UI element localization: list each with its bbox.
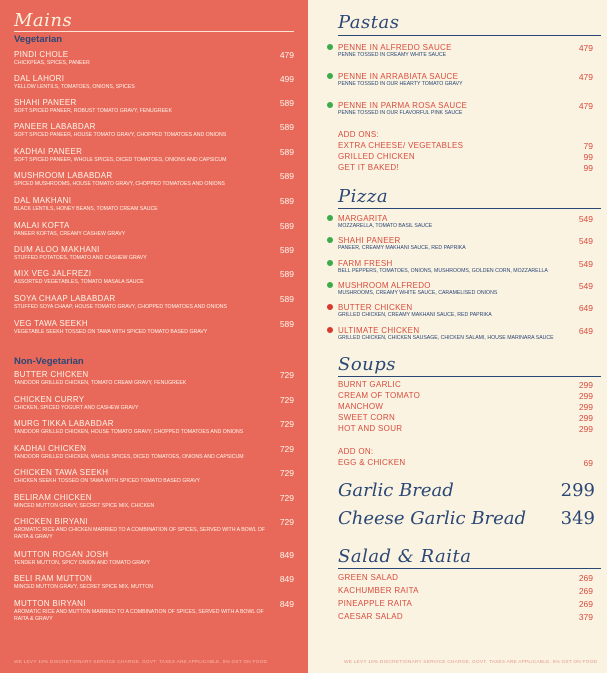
item-name: BELIRAM CHICKEN — [14, 493, 92, 502]
item-price: 729 — [279, 395, 294, 405]
item-price: 99 — [583, 152, 593, 162]
item-price: 589 — [279, 147, 294, 157]
item-price: 849 — [279, 550, 294, 560]
item-name: MUTTON BIRYANI — [14, 599, 86, 608]
item-desc: TANDOOR GRILLED CHICKEN, WHOLE SPICES, DICED TOMATOES, ONIONS AND CAPSICUM — [14, 454, 244, 460]
addon-item — [338, 152, 599, 163]
item-price: 729 — [279, 493, 294, 503]
item-price: 299 — [578, 413, 593, 423]
menu-item — [338, 43, 599, 65]
item-name: PINDI CHOLE — [14, 50, 69, 59]
item-name: SHAHI PANEER — [14, 98, 77, 107]
item-name: PINEAPPLE RAITA — [338, 599, 413, 608]
item-desc: BELL PEPPERS, TOMATOES, ONIONS, MUSHROOMS, GOLDEN CORN, MOZZARELLA — [338, 268, 548, 274]
item-name: MUSHROOM LABABDAR — [14, 171, 113, 180]
salad-title: Salad & Raita — [338, 546, 472, 567]
veg-indicator-icon — [327, 237, 333, 243]
item-price: 299 — [560, 480, 595, 501]
menu-item — [14, 517, 294, 547]
item-price: 849 — [279, 599, 294, 609]
item-price: 589 — [279, 196, 294, 206]
mains-title: Mains — [14, 10, 73, 31]
item-desc: CHICKEN, SPICED YOGURT AND CASHEW GRAVY — [14, 405, 139, 411]
item-name: ULTIMATE CHICKEN — [338, 326, 420, 335]
item-name: CHICKEN TAWA SEEKH — [14, 468, 109, 477]
salad-item — [338, 612, 599, 623]
item-name: EGG & CHICKEN — [338, 458, 406, 467]
item-name: HOT AND SOUR — [338, 424, 403, 433]
item-price: 379 — [578, 612, 593, 622]
item-price: 589 — [279, 171, 294, 181]
addon-item — [338, 163, 599, 174]
menu-item — [338, 326, 599, 348]
item-name: MUSHROOM ALFREDO — [338, 281, 431, 290]
veg-indicator-icon — [327, 44, 333, 50]
item-desc: SOFT SPICED PANEER, ROBUST TOMATO GRAVY, FENUGREEK — [14, 108, 172, 114]
service-charge-note: WE LEVY 10% DISCRETIONARY SERVICE CHARGE. GOVT. TAXES ARE APPLICABLE. 5% GST ON FOOD — [14, 660, 268, 665]
item-desc: PENNE TOSSED IN OUR FLAVORFUL PINK SAUCE — [338, 110, 463, 116]
item-name: BELI RAM MUTTON — [14, 574, 93, 583]
menu-item — [14, 294, 294, 318]
item-name: CHICKEN BIRYANI — [14, 517, 88, 526]
menu-item — [14, 122, 294, 146]
menu-item — [338, 236, 599, 258]
item-desc: PANEER, CREAMY MAKHANI SAUCE, RED PAPRIKA — [338, 245, 466, 251]
menu-item — [338, 281, 599, 303]
item-name: SHAHI PANEER — [338, 236, 401, 245]
item-name: GRILLED CHICKEN — [338, 152, 415, 161]
menu-item — [338, 214, 599, 236]
item-name: CAESAR SALAD — [338, 612, 403, 621]
item-name: SWEET CORN — [338, 413, 396, 422]
item-desc: MINCED MUTTON GRAVY, SECRET SPICE MIX, MUTTON — [14, 584, 154, 590]
item-name: MALAI KOFTA — [14, 221, 70, 230]
item-name: DAL LAHORI — [14, 74, 65, 83]
item-price: 499 — [279, 74, 294, 84]
item-price: 549 — [578, 236, 593, 246]
veg-indicator-icon — [327, 260, 333, 266]
item-name: DAL MAKHANI — [14, 196, 72, 205]
menu-item — [14, 419, 294, 443]
item-desc: PENNE TOSSED IN CREAMY WHITE SAUCE — [338, 52, 447, 58]
soup-item — [338, 413, 599, 424]
item-price: 269 — [578, 599, 593, 609]
item-price: 589 — [279, 319, 294, 329]
item-desc: CHICKPEAS, SPICES, PANEER — [14, 60, 90, 66]
item-price: 589 — [279, 269, 294, 279]
item-price: 299 — [578, 402, 593, 412]
item-name: FARM FRESH — [338, 259, 393, 268]
pasta-addons-label: ADD ONS: — [338, 130, 380, 139]
item-desc: AROMATIC RICE AND MUTTON MARRIED TO A COMBINATION OF SPICES, SERVED WITH A BOWL OF RAITA & GRAVY — [14, 609, 264, 622]
item-price: 549 — [578, 281, 593, 291]
soup-item — [338, 424, 599, 435]
item-desc: TANDOOR GRILLED CHICKEN, TOMATO CREAM GRAVY, FENUGREEK — [14, 380, 187, 386]
item-name: KADHAI PANEER — [14, 147, 83, 156]
item-desc: MINCED MUTTON GRAVY, SECRET SPICE MIX, CHICKEN — [14, 503, 155, 509]
item-price: 69 — [583, 458, 593, 468]
menu-item — [14, 147, 294, 171]
item-price: 479 — [279, 50, 294, 60]
menu-item — [338, 303, 599, 325]
soups-divider — [338, 376, 601, 377]
menu-item — [14, 574, 294, 598]
item-name: KADHAI CHICKEN — [14, 444, 87, 453]
item-price: 269 — [578, 573, 593, 583]
menu-item — [14, 245, 294, 269]
item-name: BUTTER CHICKEN — [14, 370, 89, 379]
item-desc: ASSORTED VEGETABLES, TOMATO MASALA SAUCE — [14, 279, 144, 285]
item-desc: TANDOOR GRILLED CHICKEN, HOUSE TOMATO GRAVY, CHOPPED TOMATOES AND ONIONS — [14, 429, 244, 435]
pastas-divider — [338, 35, 601, 36]
item-name: KACHUMBER RAITA — [338, 586, 419, 595]
item-price: 589 — [279, 294, 294, 304]
nonveg-category-label: Non-Vegetarian — [14, 356, 84, 367]
item-desc: TENDER MUTTON, SPICY ONION AND TOMATO GRAVY — [14, 560, 150, 566]
item-name: BURNT GARLIC — [338, 380, 402, 389]
item-price: 589 — [279, 221, 294, 231]
item-price: 479 — [578, 72, 593, 82]
item-name: PANEER LABABDAR — [14, 122, 96, 131]
item-name: MARGARITA — [338, 214, 388, 223]
item-price: 299 — [578, 391, 593, 401]
item-name: PENNE IN PARMA ROSA SAUCE — [338, 101, 468, 110]
item-name: VEG TAWA SEEKH — [14, 319, 88, 328]
item-name: MIX VEG JALFREZI — [14, 269, 92, 278]
item-name: MANCHOW — [338, 402, 384, 411]
bread-item — [338, 480, 599, 508]
salad-divider — [338, 568, 601, 569]
pizza-title: Pizza — [338, 186, 389, 207]
veg-indicator-icon — [327, 215, 333, 221]
item-price: 299 — [578, 380, 593, 390]
sides-panel — [308, 0, 607, 673]
mains-divider — [14, 31, 294, 32]
addon-item — [338, 141, 599, 152]
item-desc: YELLOW LENTILS, TOMATOES, ONIONS, SPICES — [14, 84, 135, 90]
veg-indicator-icon — [327, 73, 333, 79]
menu-item — [14, 74, 294, 98]
item-desc: PENNE TOSSED IN OUR HEARTY TOMATO GRAVY — [338, 81, 463, 87]
item-desc: AROMATIC RICE AND CHICKEN MARRIED TO A COMBINATION OF SPICES, SERVED WITH A BOWL OF RAITA & GRAVY — [14, 527, 265, 540]
item-price: 299 — [578, 424, 593, 434]
item-price: 479 — [578, 101, 593, 111]
pastas-title: Pastas — [338, 12, 400, 33]
salad-item — [338, 573, 599, 584]
item-name: PENNE IN ALFREDO SAUCE — [338, 43, 452, 52]
veg-indicator-icon — [327, 102, 333, 108]
soups-title: Soups — [338, 354, 397, 375]
veg-category-label: Vegetarian — [14, 34, 63, 45]
item-price: 729 — [279, 444, 294, 454]
item-name: GET IT BAKED! — [338, 163, 399, 172]
item-price: 549 — [578, 259, 593, 269]
item-price: 729 — [279, 419, 294, 429]
item-name: MURG TIKKA LABABDAR — [14, 419, 114, 428]
item-name: DUM ALOO MAKHANI — [14, 245, 100, 254]
item-price: 649 — [578, 303, 593, 313]
item-name: SOYA CHAAP LABABDAR — [14, 294, 116, 303]
item-name: Garlic Bread — [338, 480, 454, 501]
soup-item — [338, 402, 599, 413]
item-desc: SOFT SPICED PANEER, HOUSE TOMATO GRAVY, CHOPPED TOMATOES AND ONIONS — [14, 132, 227, 138]
menu-item — [14, 550, 294, 574]
salad-item — [338, 599, 599, 610]
item-desc: GRILLED CHICKEN, CREAMY MAKHANI SAUCE, RED PAPRIKA — [338, 312, 492, 318]
item-desc: SOFT SPICED PANEER, WHOLE SPICES, DICED TOMATOES, ONIONS AND CAPSICUM — [14, 157, 227, 163]
menu-item — [14, 98, 294, 122]
item-price: 849 — [279, 574, 294, 584]
item-name: CREAM OF TOMATO — [338, 391, 421, 400]
item-desc: BLACK LENTILS, HONEY BEANS, TOMATO CREAM SAUCE — [14, 206, 158, 212]
item-name: PENNE IN ARRABIATA SAUCE — [338, 72, 459, 81]
item-desc: STUFFED POTATOES, TOMATO AND CASHEW GRAVY — [14, 255, 147, 261]
menu-item — [338, 259, 599, 281]
nonveg-indicator-icon — [327, 304, 333, 310]
item-price: 589 — [279, 98, 294, 108]
menu-item — [14, 269, 294, 293]
salad-item — [338, 586, 599, 597]
pizza-divider — [338, 208, 601, 209]
item-price: 649 — [578, 326, 593, 336]
bread-item — [338, 508, 599, 536]
menu-item — [14, 395, 294, 419]
item-price: 479 — [578, 43, 593, 53]
menu-item — [14, 599, 294, 629]
item-name: BUTTER CHICKEN — [338, 303, 413, 312]
menu-item — [14, 468, 294, 492]
addon-item — [338, 458, 599, 469]
soup-item — [338, 380, 599, 391]
menu-item — [14, 50, 294, 74]
menu-item — [338, 101, 599, 123]
item-price: 589 — [279, 122, 294, 132]
item-desc: SPICED MUSHROOMS, HOUSE TOMATO GRAVY, CHOPPED TOMATOES AND ONIONS — [14, 181, 225, 187]
item-desc: MUSHROOMS, CREAMY WHITE SAUCE, CARAMELISED ONIONS — [338, 290, 498, 296]
item-desc: PANEER KOFTAS, CREAMY CASHEW GRAVY — [14, 231, 126, 237]
item-price: 549 — [578, 214, 593, 224]
item-desc: STUFFED SOYA CHAAP, HOUSE TOMATO GRAVY, CHOPPED TOMATOES AND ONIONS — [14, 304, 228, 310]
item-name: MUTTON ROGAN JOSH — [14, 550, 109, 559]
item-desc: VEGETABLE SEEKH TOSSED ON TAWA WITH SPICED TOMATO BASED GRAVY — [14, 329, 208, 335]
item-name: Cheese Garlic Bread — [338, 508, 527, 529]
menu-item — [338, 72, 599, 94]
item-name: EXTRA CHEESE/ VEGETABLES — [338, 141, 464, 150]
item-name: GREEN SALAD — [338, 573, 399, 582]
item-name: CHICKEN CURRY — [14, 395, 85, 404]
item-desc: GRILLED CHICKEN, CHICKEN SAUSAGE, CHICKEN SALAMI, HOUSE MARINARA SAUCE — [338, 335, 554, 341]
item-desc: MOZZARELLA, TOMATO BASIL SAUCE — [338, 223, 433, 229]
menu-item — [14, 444, 294, 468]
item-price: 729 — [279, 468, 294, 478]
item-price: 729 — [279, 370, 294, 380]
menu-item — [14, 196, 294, 220]
item-price: 349 — [560, 508, 595, 529]
menu-item — [14, 221, 294, 245]
item-price: 79 — [583, 141, 593, 151]
service-charge-note: WE LEVY 10% DISCRETIONARY SERVICE CHARGE. GOVT. TAXES ARE APPLICABLE. 5% GST ON FOOD — [344, 660, 598, 665]
item-desc: CHICKEN SEEKH TOSSED ON TAWA WITH SPICED TOMATO BASED GRAVY — [14, 478, 201, 484]
menu-item — [14, 493, 294, 517]
menu-item — [14, 319, 294, 343]
menu-item — [14, 171, 294, 195]
nonveg-indicator-icon — [327, 327, 333, 333]
soup-addon-label: ADD ON: — [338, 447, 374, 456]
item-price: 589 — [279, 245, 294, 255]
item-price: 729 — [279, 517, 294, 527]
soup-item — [338, 391, 599, 402]
item-price: 269 — [578, 586, 593, 596]
item-price: 99 — [583, 163, 593, 173]
veg-indicator-icon — [327, 282, 333, 288]
menu-item — [14, 370, 294, 394]
